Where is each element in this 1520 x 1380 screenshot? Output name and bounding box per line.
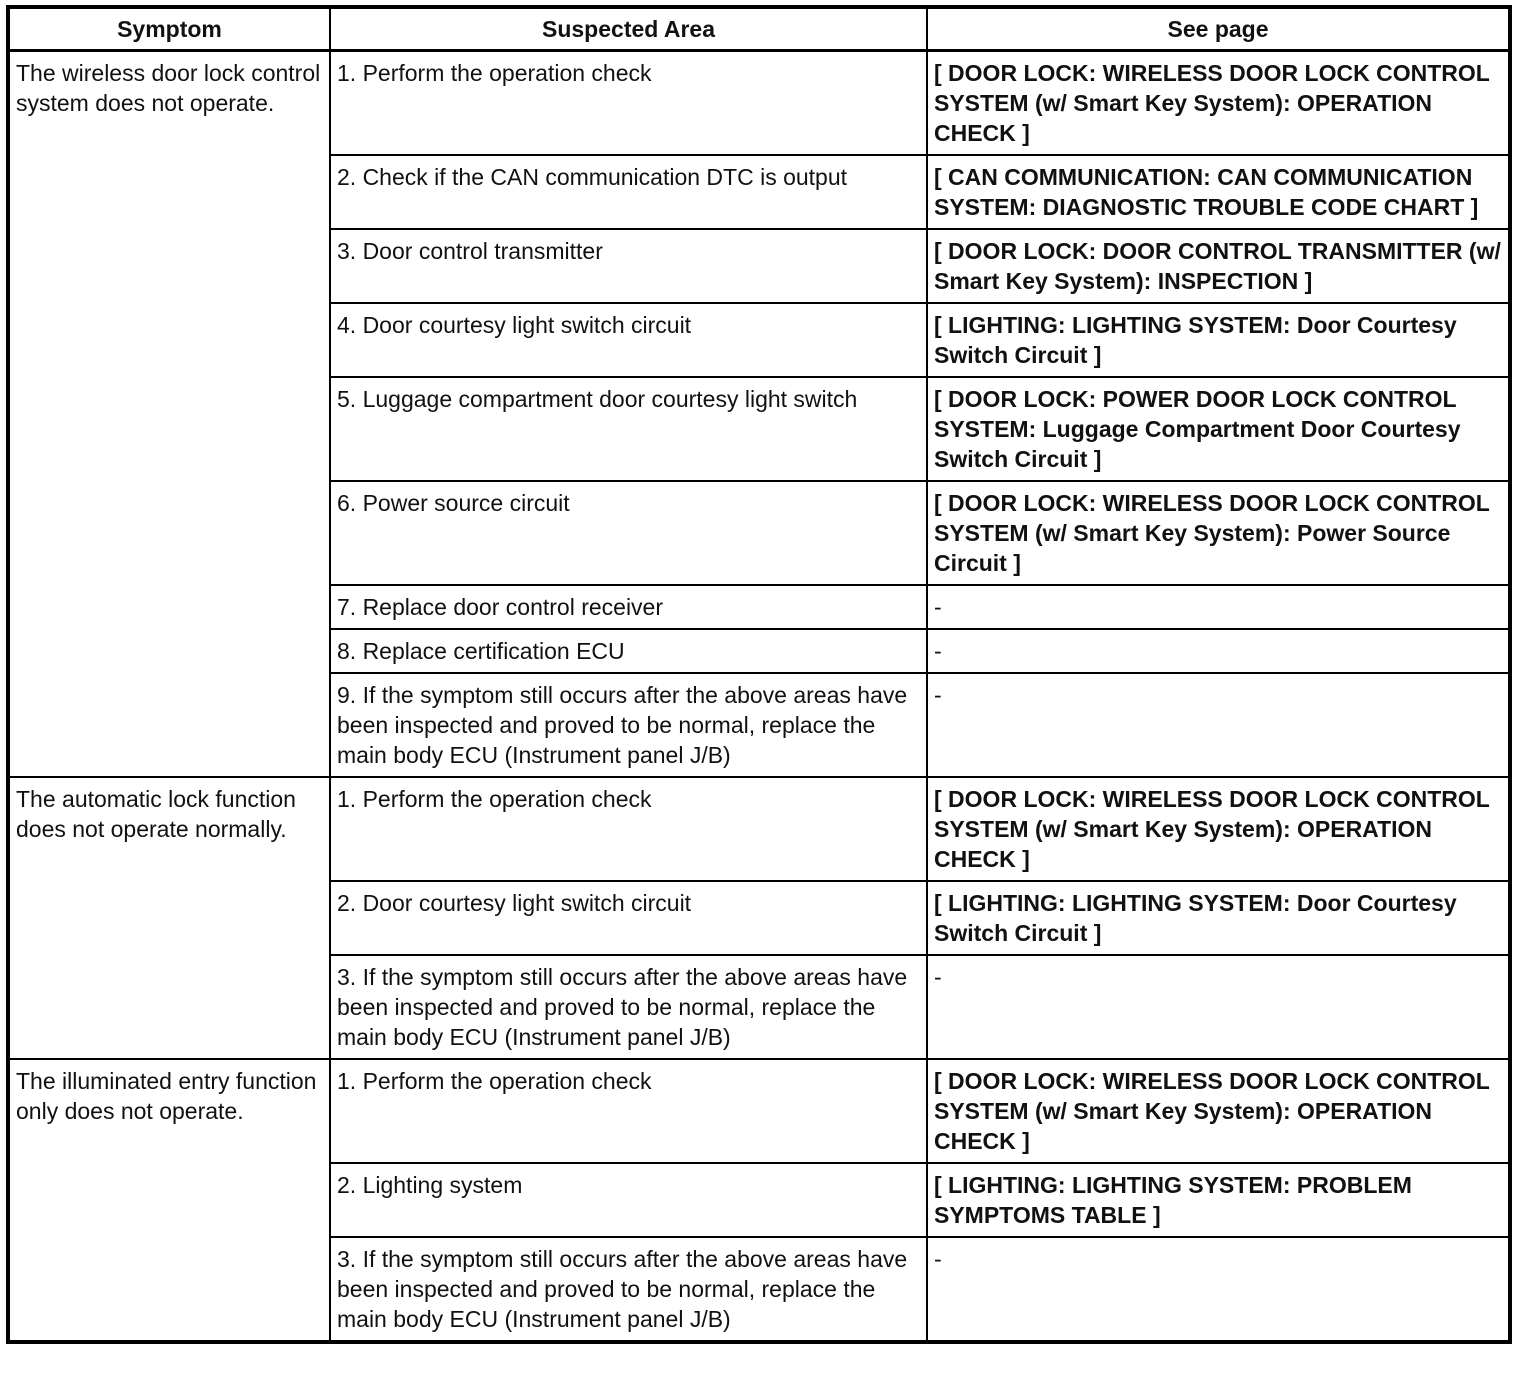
header-see-page: See page	[927, 7, 1510, 51]
suspected-area-cell: 3. If the symptom still occurs after the above areas have been inspected and proved to be normal, replace the main body ECU (Instrument panel J/B)	[330, 1237, 927, 1342]
see-page-cell: [ LIGHTING: LIGHTING SYSTEM: PROBLEM SYMPTOMS TABLE ]	[927, 1163, 1510, 1237]
header-symptom: Symptom	[8, 7, 330, 51]
suspected-area-cell: 4. Door courtesy light switch circuit	[330, 303, 927, 377]
see-page-cell: [ DOOR LOCK: WIRELESS DOOR LOCK CONTROL SYSTEM (w/ Smart Key System): Power Source Circuit ]	[927, 481, 1510, 585]
see-page-cell: -	[927, 673, 1510, 777]
symptom-cell: The automatic lock function does not operate normally.	[8, 777, 330, 1059]
header-row	[8, 7, 1510, 51]
suspected-area-cell: 3. If the symptom still occurs after the above areas have been inspected and proved to be normal, replace the main body ECU (Instrument panel J/B)	[330, 955, 927, 1059]
see-page-cell: [ DOOR LOCK: DOOR CONTROL TRANSMITTER (w/ Smart Key System): INSPECTION ]	[927, 229, 1510, 303]
see-page-cell: [ DOOR LOCK: WIRELESS DOOR LOCK CONTROL SYSTEM (w/ Smart Key System): OPERATION CHECK ]	[927, 777, 1510, 881]
suspected-area-cell: 5. Luggage compartment door courtesy light switch	[330, 377, 927, 481]
see-page-cell: -	[927, 955, 1510, 1059]
header-suspected-area: Suspected Area	[330, 7, 927, 51]
see-page-cell: [ DOOR LOCK: WIRELESS DOOR LOCK CONTROL SYSTEM (w/ Smart Key System): OPERATION CHECK ]	[927, 51, 1510, 156]
table-row	[8, 51, 1510, 156]
suspected-area-cell: 6. Power source circuit	[330, 481, 927, 585]
suspected-area-cell: 2. Lighting system	[330, 1163, 927, 1237]
suspected-area-cell: 9. If the symptom still occurs after the above areas have been inspected and proved to be normal, replace the main body ECU (Instrument panel J/B)	[330, 673, 927, 777]
suspected-area-cell: 1. Perform the operation check	[330, 777, 927, 881]
suspected-area-cell: 2. Door courtesy light switch circuit	[330, 881, 927, 955]
table-row	[8, 1059, 1510, 1163]
problem-symptoms-table	[6, 5, 1512, 1344]
see-page-cell: [ CAN COMMUNICATION: CAN COMMUNICATION SYSTEM: DIAGNOSTIC TROUBLE CODE CHART ]	[927, 155, 1510, 229]
table-row	[8, 777, 1510, 881]
suspected-area-cell: 2. Check if the CAN communication DTC is output	[330, 155, 927, 229]
symptom-cell: The wireless door lock control system does not operate.	[8, 51, 330, 778]
see-page-cell: -	[927, 629, 1510, 673]
see-page-cell: [ LIGHTING: LIGHTING SYSTEM: Door Courtesy Switch Circuit ]	[927, 303, 1510, 377]
suspected-area-cell: 1. Perform the operation check	[330, 51, 927, 156]
suspected-area-cell: 8. Replace certification ECU	[330, 629, 927, 673]
see-page-cell: [ LIGHTING: LIGHTING SYSTEM: Door Courtesy Switch Circuit ]	[927, 881, 1510, 955]
suspected-area-cell: 7. Replace door control receiver	[330, 585, 927, 629]
suspected-area-cell: 1. Perform the operation check	[330, 1059, 927, 1163]
see-page-cell: [ DOOR LOCK: WIRELESS DOOR LOCK CONTROL SYSTEM (w/ Smart Key System): OPERATION CHECK ]	[927, 1059, 1510, 1163]
see-page-cell: [ DOOR LOCK: POWER DOOR LOCK CONTROL SYSTEM: Luggage Compartment Door Courtesy Switch Circuit ]	[927, 377, 1510, 481]
symptom-cell: The illuminated entry function only does not operate.	[8, 1059, 330, 1342]
see-page-cell: -	[927, 1237, 1510, 1342]
see-page-cell: -	[927, 585, 1510, 629]
suspected-area-cell: 3. Door control transmitter	[330, 229, 927, 303]
